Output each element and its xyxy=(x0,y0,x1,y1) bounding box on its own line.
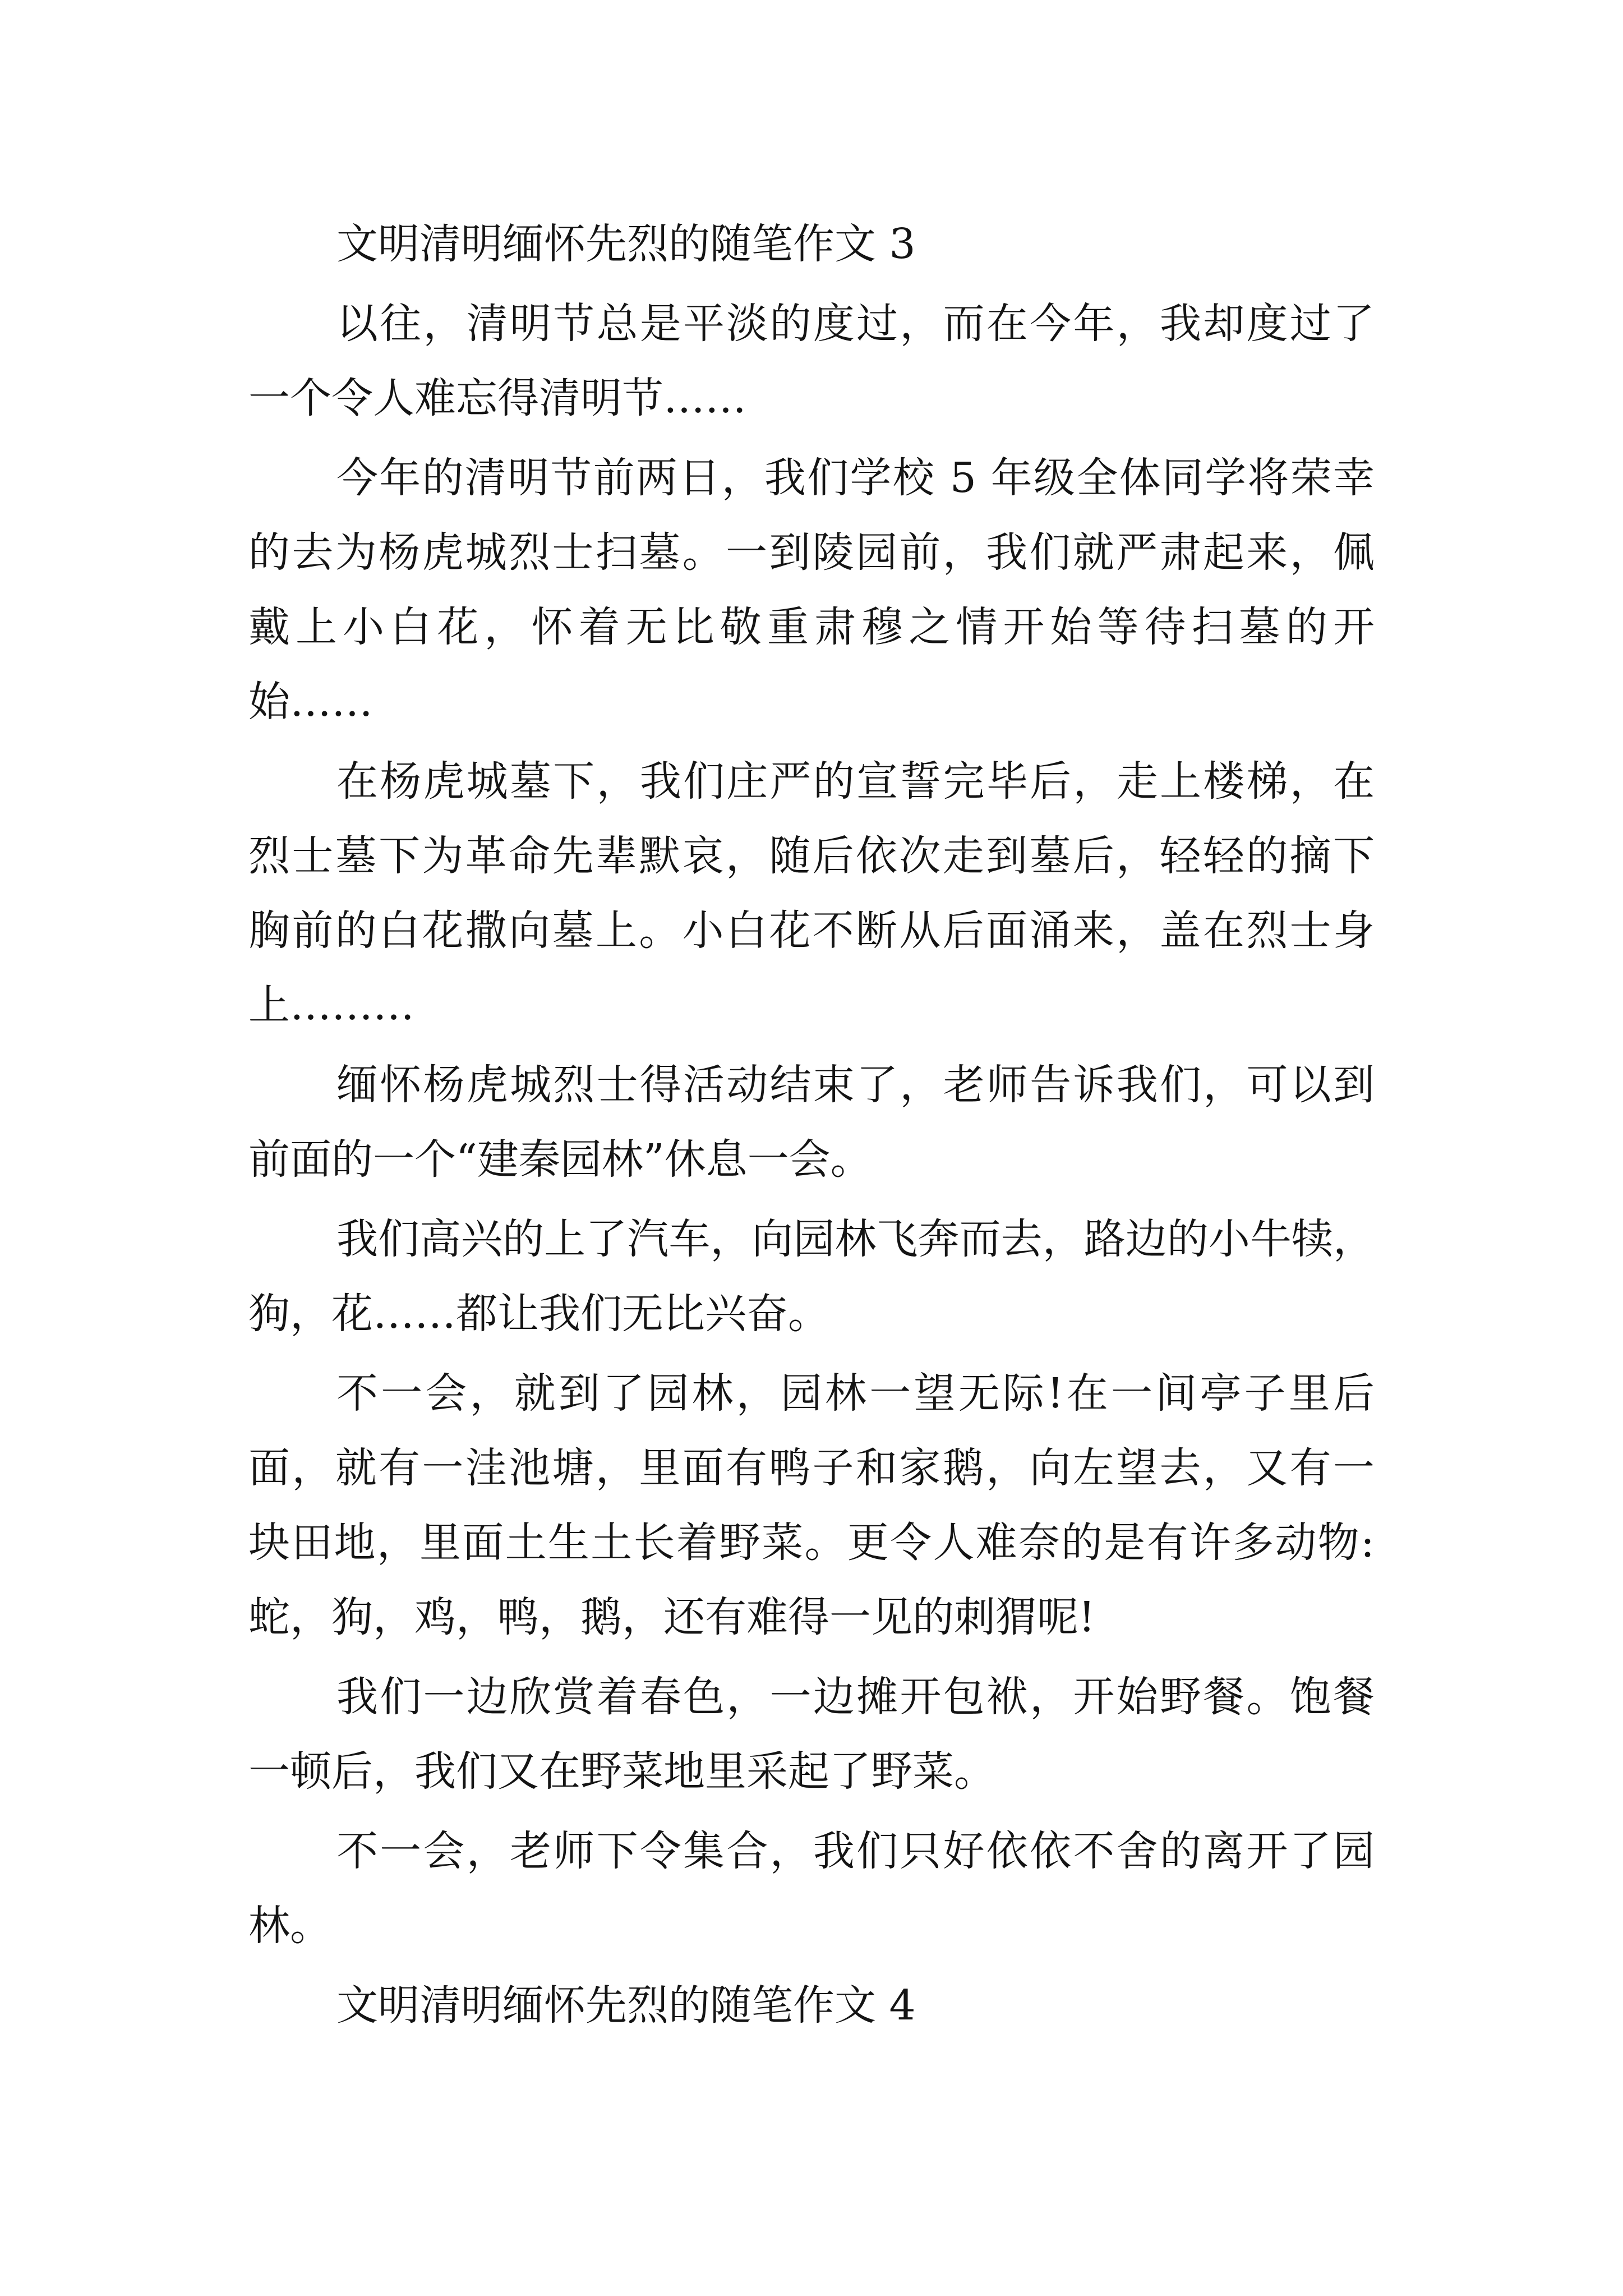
text-line: 缅怀杨虎城烈士得活动结束了，老师告诉我们，可以到 xyxy=(336,1061,1375,1109)
section-heading xyxy=(248,207,1375,282)
text-line: 块田地，里面土生土长着野菜。更令人难奈的是有许多动物: xyxy=(248,1519,1375,1567)
heading-line: 文明清明缅怀先烈的随笔作文 3 xyxy=(336,220,916,268)
text-line: 林。 xyxy=(248,1902,331,1950)
text-line: 烈士墓下为革命先辈默哀，随后依次走到墓后，轻轻的摘下 xyxy=(248,832,1375,880)
paragraph xyxy=(248,1048,1375,1197)
text-line: 不一会，就到了园林，园林一望无际!在一间亭子里后 xyxy=(336,1369,1375,1418)
document-body xyxy=(248,207,1375,2043)
text-line: 在杨虎城墓下，我们庄严的宣誓完毕后，走上楼梯，在 xyxy=(336,757,1375,806)
text-line: 一顿后，我们又在野菜地里采起了野菜。 xyxy=(248,1747,995,1796)
text-line: 不一会，老师下令集合，我们只好依依不舍的离开了园 xyxy=(336,1827,1375,1875)
text-line: 始…… xyxy=(248,678,373,726)
text-line: 面，就有一洼池塘，里面有鸭子和家鹅，向左望去，又有一 xyxy=(248,1444,1375,1492)
heading-line: 文明清明缅怀先烈的随笔作文 4 xyxy=(336,1981,916,2030)
paragraph xyxy=(248,1814,1375,1963)
text-line: 今年的清明节前两日，我们学校 5 年级全体同学将荣幸 xyxy=(336,454,1375,502)
text-line: 的去为杨虎城烈士扫墓。一到陵园前，我们就严肃起来，佩 xyxy=(248,528,1375,577)
text-line: 一个令人难忘得清明节…… xyxy=(248,374,746,422)
text-line: 上……… xyxy=(248,981,414,1029)
text-line: 前面的一个“建秦园林”休息一会。 xyxy=(248,1135,872,1184)
text-line: 我们高兴的上了汽车，向园林飞奔而去，路边的小牛犊， xyxy=(336,1215,1375,1263)
paragraph xyxy=(248,744,1375,1043)
paragraph xyxy=(248,1660,1375,1809)
paragraph xyxy=(248,1202,1375,1351)
section-heading xyxy=(248,1968,1375,2043)
paragraph xyxy=(248,1356,1375,1655)
paragraph xyxy=(248,441,1375,739)
text-line: 胸前的白花撒向墓上。小白花不断从后面涌来，盖在烈士身 xyxy=(248,907,1375,955)
text-line: 戴上小白花，怀着无比敬重肃穆之情开始等待扫墓的开 xyxy=(248,603,1375,651)
text-line: 以往，清明节总是平淡的度过，而在今年，我却度过了 xyxy=(336,300,1375,348)
text-line: 狗，花……都让我们无比兴奋。 xyxy=(248,1290,829,1338)
paragraph xyxy=(248,287,1375,436)
text-line: 我们一边欣赏着春色，一边摊开包袱，开始野餐。饱餐 xyxy=(336,1673,1375,1721)
text-line: 蛇，狗，鸡，鸭，鹅，还有难得一见的刺猬呢! xyxy=(248,1593,1095,1641)
